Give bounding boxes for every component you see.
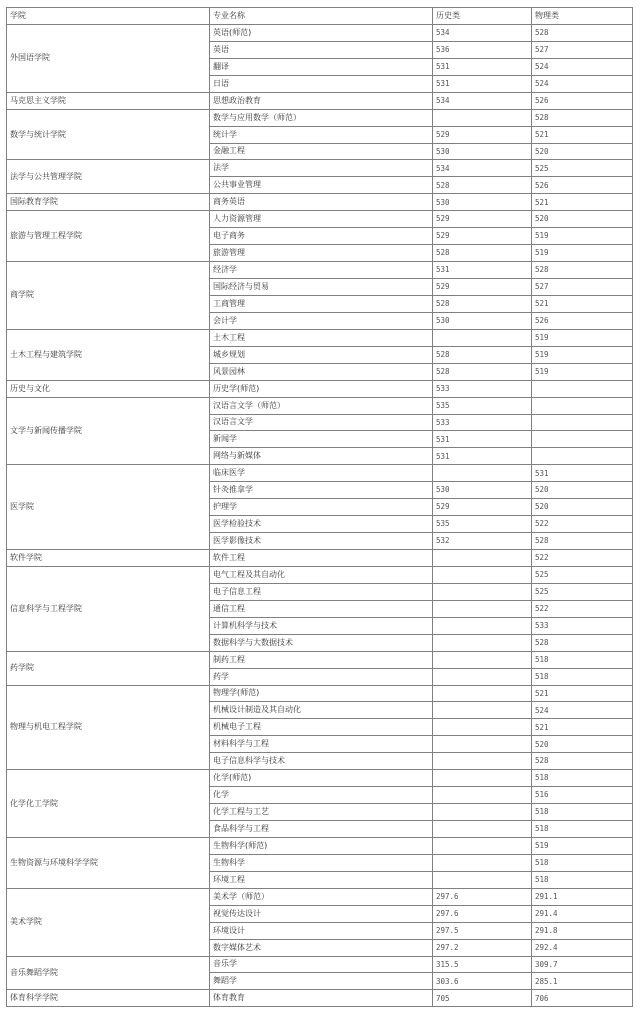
history-score-cell: 530	[433, 312, 532, 329]
college-cell: 数学与统计学院	[7, 109, 210, 160]
college-cell: 历史与文化	[7, 380, 210, 397]
physics-score-cell: 518	[532, 668, 633, 685]
history-score-cell	[433, 465, 532, 482]
physics-score-cell: 524	[532, 702, 633, 719]
physics-score-cell: 522	[532, 550, 633, 567]
table-row	[7, 92, 633, 109]
history-score-cell: 534	[433, 92, 532, 109]
history-score-cell	[433, 821, 532, 838]
college-cell: 生物资源与环境科学学院	[7, 837, 210, 888]
physics-score-cell: 528	[532, 24, 633, 41]
major-cell: 历史学(师范)	[210, 380, 433, 397]
physics-score-cell: 291.1	[532, 888, 633, 905]
header-major: 专业名称	[210, 8, 433, 25]
physics-score-cell	[532, 448, 633, 465]
major-cell: 公共事业管理	[210, 177, 433, 194]
history-score-cell	[433, 600, 532, 617]
physics-score-cell: 291.4	[532, 905, 633, 922]
history-score-cell: 531	[433, 58, 532, 75]
major-cell: 计算机科学与技术	[210, 617, 433, 634]
major-cell: 视觉传达设计	[210, 905, 433, 922]
major-cell: 思想政治教育	[210, 92, 433, 109]
admission-scores-table-wrapper	[6, 7, 633, 1007]
physics-score-cell: 525	[532, 583, 633, 600]
history-score-cell: 297.6	[433, 888, 532, 905]
history-score-cell	[433, 668, 532, 685]
physics-score-cell: 522	[532, 600, 633, 617]
physics-score-cell: 291.8	[532, 922, 633, 939]
history-score-cell: 528	[433, 245, 532, 262]
major-cell: 汉语言文学（师范）	[210, 397, 433, 414]
table-row	[7, 888, 633, 905]
major-cell: 通信工程	[210, 600, 433, 617]
major-cell: 舞蹈学	[210, 973, 433, 990]
physics-score-cell: 520	[532, 736, 633, 753]
major-cell: 经济学	[210, 262, 433, 279]
college-cell: 医学院	[7, 465, 210, 550]
history-score-cell: 531	[433, 448, 532, 465]
table-row	[7, 329, 633, 346]
physics-score-cell: 528	[532, 262, 633, 279]
college-cell: 物理与机电工程学院	[7, 685, 210, 770]
physics-score-cell: 518	[532, 821, 633, 838]
major-cell: 化学	[210, 787, 433, 804]
history-score-cell: 303.6	[433, 973, 532, 990]
major-cell: 会计学	[210, 312, 433, 329]
table-row	[7, 160, 633, 177]
history-score-cell	[433, 787, 532, 804]
history-score-cell	[433, 753, 532, 770]
physics-score-cell: 519	[532, 837, 633, 854]
physics-score-cell: 520	[532, 143, 633, 160]
header-row	[7, 8, 633, 25]
major-cell: 软件工程	[210, 550, 433, 567]
history-score-cell	[433, 109, 532, 126]
history-score-cell: 528	[433, 295, 532, 312]
major-cell: 材料科学与工程	[210, 736, 433, 753]
major-cell: 医学影像技术	[210, 533, 433, 550]
history-score-cell: 530	[433, 482, 532, 499]
major-cell: 网络与新媒体	[210, 448, 433, 465]
history-score-cell: 297.2	[433, 939, 532, 956]
physics-score-cell: 520	[532, 499, 633, 516]
major-cell: 新闻学	[210, 431, 433, 448]
history-score-cell: 315.5	[433, 956, 532, 973]
major-cell: 环境工程	[210, 871, 433, 888]
major-cell: 临床医学	[210, 465, 433, 482]
header-physics: 物理类	[532, 8, 633, 25]
physics-score-cell: 528	[532, 753, 633, 770]
history-score-cell: 528	[433, 177, 532, 194]
physics-score-cell	[532, 380, 633, 397]
history-score-cell: 533	[433, 414, 532, 431]
physics-score-cell: 521	[532, 194, 633, 211]
major-cell: 汉语言文学	[210, 414, 433, 431]
admission-scores-table	[6, 7, 633, 1007]
table-body	[7, 8, 633, 1007]
major-cell: 国际经济与贸易	[210, 279, 433, 296]
history-score-cell: 530	[433, 194, 532, 211]
history-score-cell	[433, 583, 532, 600]
major-cell: 体育教育	[210, 990, 433, 1007]
physics-score-cell: 528	[532, 533, 633, 550]
physics-score-cell: 309.7	[532, 956, 633, 973]
header-college: 学院	[7, 8, 210, 25]
history-score-cell	[433, 871, 532, 888]
major-cell: 工商管理	[210, 295, 433, 312]
major-cell: 商务英语	[210, 194, 433, 211]
physics-score-cell: 520	[532, 482, 633, 499]
college-cell: 化学化工学院	[7, 770, 210, 838]
major-cell: 英语(师范)	[210, 24, 433, 41]
history-score-cell: 529	[433, 499, 532, 516]
major-cell: 环境设计	[210, 922, 433, 939]
major-cell: 化学工程与工艺	[210, 804, 433, 821]
physics-score-cell: 519	[532, 245, 633, 262]
history-score-cell: 534	[433, 160, 532, 177]
history-score-cell	[433, 837, 532, 854]
major-cell: 风景园林	[210, 363, 433, 380]
college-cell: 文学与新闻传播学院	[7, 397, 210, 465]
physics-score-cell: 527	[532, 279, 633, 296]
physics-score-cell: 524	[532, 58, 633, 75]
physics-score-cell: 518	[532, 770, 633, 787]
history-score-cell	[433, 736, 532, 753]
major-cell: 电子信息科学与技术	[210, 753, 433, 770]
physics-score-cell: 522	[532, 516, 633, 533]
history-score-cell	[433, 804, 532, 821]
table-row	[7, 194, 633, 211]
history-score-cell: 535	[433, 397, 532, 414]
major-cell: 日语	[210, 75, 433, 92]
major-cell: 机械电子工程	[210, 719, 433, 736]
history-score-cell	[433, 550, 532, 567]
major-cell: 数据科学与大数据技术	[210, 634, 433, 651]
physics-score-cell: 526	[532, 177, 633, 194]
physics-score-cell: 526	[532, 92, 633, 109]
history-score-cell	[433, 329, 532, 346]
header-history: 历史类	[433, 8, 532, 25]
major-cell: 音乐学	[210, 956, 433, 973]
major-cell: 物理学(师范)	[210, 685, 433, 702]
physics-score-cell: 521	[532, 295, 633, 312]
history-score-cell: 532	[433, 533, 532, 550]
physics-score-cell: 525	[532, 566, 633, 583]
physics-score-cell: 521	[532, 126, 633, 143]
physics-score-cell: 527	[532, 41, 633, 58]
physics-score-cell	[532, 431, 633, 448]
major-cell: 制药工程	[210, 651, 433, 668]
physics-score-cell: 521	[532, 685, 633, 702]
college-cell: 商学院	[7, 262, 210, 330]
major-cell: 统计学	[210, 126, 433, 143]
physics-score-cell: 525	[532, 160, 633, 177]
college-cell: 信息科学与工程学院	[7, 566, 210, 651]
physics-score-cell: 518	[532, 804, 633, 821]
physics-score-cell: 519	[532, 346, 633, 363]
physics-score-cell: 528	[532, 634, 633, 651]
physics-score-cell: 526	[532, 312, 633, 329]
history-score-cell	[433, 651, 532, 668]
table-row	[7, 397, 633, 414]
college-cell: 土木工程与建筑学院	[7, 329, 210, 380]
major-cell: 城乡规划	[210, 346, 433, 363]
history-score-cell	[433, 702, 532, 719]
table-row	[7, 24, 633, 41]
major-cell: 人力资源管理	[210, 211, 433, 228]
major-cell: 翻译	[210, 58, 433, 75]
history-score-cell: 531	[433, 75, 532, 92]
major-cell: 化学(师范)	[210, 770, 433, 787]
physics-score-cell: 292.4	[532, 939, 633, 956]
college-cell: 马克思主义学院	[7, 92, 210, 109]
major-cell: 电子信息工程	[210, 583, 433, 600]
history-score-cell: 528	[433, 346, 532, 363]
major-cell: 医学检验技术	[210, 516, 433, 533]
major-cell: 食品科学与工程	[210, 821, 433, 838]
history-score-cell: 529	[433, 279, 532, 296]
major-cell: 生物科学(师范)	[210, 837, 433, 854]
history-score-cell: 533	[433, 380, 532, 397]
major-cell: 针灸推拿学	[210, 482, 433, 499]
college-cell: 国际教育学院	[7, 194, 210, 211]
history-score-cell: 297.5	[433, 922, 532, 939]
physics-score-cell: 519	[532, 363, 633, 380]
history-score-cell	[433, 617, 532, 634]
physics-score-cell: 521	[532, 719, 633, 736]
history-score-cell: 530	[433, 143, 532, 160]
physics-score-cell: 520	[532, 211, 633, 228]
physics-score-cell: 528	[532, 109, 633, 126]
table-row	[7, 465, 633, 482]
history-score-cell	[433, 566, 532, 583]
table-row	[7, 211, 633, 228]
history-score-cell: 536	[433, 41, 532, 58]
table-row	[7, 770, 633, 787]
history-score-cell	[433, 719, 532, 736]
physics-score-cell: 285.1	[532, 973, 633, 990]
physics-score-cell: 706	[532, 990, 633, 1007]
major-cell: 旅游管理	[210, 245, 433, 262]
table-row	[7, 262, 633, 279]
physics-score-cell: 519	[532, 329, 633, 346]
history-score-cell: 531	[433, 431, 532, 448]
college-cell: 体育科学学院	[7, 990, 210, 1007]
physics-score-cell: 531	[532, 465, 633, 482]
college-cell: 法学与公共管理学院	[7, 160, 210, 194]
physics-score-cell: 518	[532, 871, 633, 888]
major-cell: 金融工程	[210, 143, 433, 160]
history-score-cell	[433, 854, 532, 871]
physics-score-cell: 518	[532, 651, 633, 668]
table-row	[7, 651, 633, 668]
major-cell: 电气工程及其自动化	[210, 566, 433, 583]
major-cell: 数学与应用数学（师范）	[210, 109, 433, 126]
history-score-cell: 705	[433, 990, 532, 1007]
history-score-cell: 531	[433, 262, 532, 279]
history-score-cell: 535	[433, 516, 532, 533]
college-cell: 药学院	[7, 651, 210, 685]
physics-score-cell: 518	[532, 854, 633, 871]
history-score-cell	[433, 770, 532, 787]
table-row	[7, 990, 633, 1007]
history-score-cell: 529	[433, 211, 532, 228]
table-row	[7, 566, 633, 583]
history-score-cell	[433, 634, 532, 651]
physics-score-cell: 519	[532, 228, 633, 245]
major-cell: 药学	[210, 668, 433, 685]
table-row	[7, 550, 633, 567]
table-row	[7, 109, 633, 126]
table-row	[7, 685, 633, 702]
major-cell: 英语	[210, 41, 433, 58]
major-cell: 数字媒体艺术	[210, 939, 433, 956]
history-score-cell: 534	[433, 24, 532, 41]
major-cell: 生物科学	[210, 854, 433, 871]
major-cell: 法学	[210, 160, 433, 177]
major-cell: 电子商务	[210, 228, 433, 245]
major-cell: 机械设计制造及其自动化	[210, 702, 433, 719]
physics-score-cell	[532, 414, 633, 431]
college-cell: 旅游与管理工程学院	[7, 211, 210, 262]
table-row	[7, 837, 633, 854]
college-cell: 软件学院	[7, 550, 210, 567]
college-cell: 外国语学院	[7, 24, 210, 92]
table-row	[7, 956, 633, 973]
physics-score-cell: 533	[532, 617, 633, 634]
physics-score-cell	[532, 397, 633, 414]
history-score-cell: 529	[433, 126, 532, 143]
major-cell: 美术学（师范）	[210, 888, 433, 905]
major-cell: 土木工程	[210, 329, 433, 346]
table-row	[7, 380, 633, 397]
history-score-cell	[433, 685, 532, 702]
history-score-cell: 528	[433, 363, 532, 380]
college-cell: 美术学院	[7, 888, 210, 956]
physics-score-cell: 516	[532, 787, 633, 804]
college-cell: 音乐舞蹈学院	[7, 956, 210, 990]
major-cell: 护理学	[210, 499, 433, 516]
history-score-cell: 529	[433, 228, 532, 245]
physics-score-cell: 524	[532, 75, 633, 92]
history-score-cell: 297.6	[433, 905, 532, 922]
